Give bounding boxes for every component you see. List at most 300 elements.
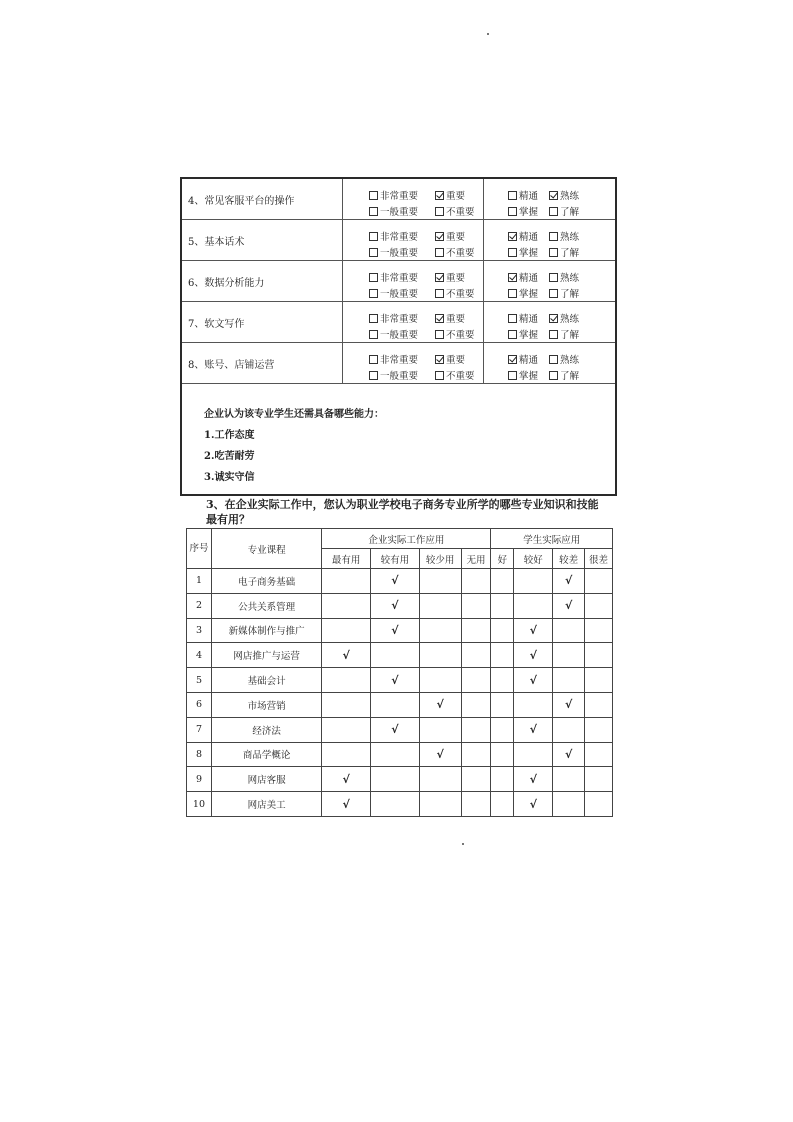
checkbox-icon[interactable] <box>508 330 517 339</box>
work-usage-cell[interactable] <box>371 767 420 792</box>
checkbox-icon[interactable] <box>369 232 378 241</box>
student-usage-cell[interactable] <box>491 792 514 817</box>
work-usage-cell[interactable] <box>322 717 371 742</box>
importance-option[interactable] <box>369 327 418 341</box>
check-mark-icon: √ <box>564 574 573 588</box>
question-3: 3、在企业实际工作中，您认为职业学校电子商务专业所学的哪些专业知识和技能最有用？ <box>206 498 599 526</box>
proficiency-option[interactable] <box>549 204 579 218</box>
work-usage-cell[interactable] <box>419 618 461 643</box>
proficiency-option[interactable] <box>549 311 579 325</box>
checkbox-icon[interactable] <box>549 371 558 380</box>
importance-option[interactable] <box>435 270 465 284</box>
work-usage-cell[interactable] <box>461 569 491 594</box>
proficiency-option[interactable] <box>549 286 579 300</box>
skill-label <box>188 356 274 371</box>
check-mark-icon: √ <box>436 747 444 761</box>
proficiency-option[interactable] <box>549 229 579 243</box>
checkbox-icon[interactable] <box>508 371 517 380</box>
skill-name: 账号、店铺运营 <box>204 360 275 371</box>
check-mark-icon: √ <box>342 648 350 662</box>
proficiency-option-label: 掌握 <box>519 371 539 382</box>
row-number: 5 <box>187 668 212 693</box>
importance-option[interactable] <box>369 270 418 284</box>
importance-option[interactable] <box>435 327 475 341</box>
student-usage-cell[interactable] <box>491 618 514 643</box>
work-usage-cell[interactable] <box>322 569 371 594</box>
student-usage-cell[interactable] <box>514 618 553 643</box>
proficiency-option-label: 熟练 <box>560 232 580 243</box>
proficiency-option-label: 熟练 <box>560 191 580 202</box>
student-usage-cell[interactable] <box>553 618 585 643</box>
table-row <box>187 717 613 742</box>
checkbox-icon[interactable] <box>508 248 517 257</box>
checkbox-icon[interactable] <box>369 191 378 200</box>
checkbox-icon[interactable] <box>369 248 378 257</box>
work-usage-cell[interactable] <box>371 643 420 668</box>
work-usage-cell[interactable] <box>419 668 461 693</box>
course-name: 电子商务基础 <box>211 569 321 594</box>
student-usage-cell[interactable] <box>514 692 553 717</box>
checked-box-icon[interactable] <box>508 232 517 241</box>
row-number: 7 <box>187 717 212 742</box>
work-usage-cell[interactable] <box>419 692 461 717</box>
work-usage-cell[interactable] <box>461 742 491 767</box>
checkbox-icon[interactable] <box>369 289 378 298</box>
student-usage-cell[interactable] <box>514 668 553 693</box>
student-usage-cell[interactable] <box>585 593 613 618</box>
student-usage-header: 学生实际应用 <box>491 529 613 549</box>
student-usage-cell[interactable] <box>514 742 553 767</box>
importance-option-label: 非常重要 <box>380 232 419 243</box>
check-mark-icon: √ <box>529 673 537 687</box>
student-usage-cell[interactable] <box>553 717 585 742</box>
table-row <box>187 767 613 792</box>
table-row <box>187 569 613 594</box>
importance-option[interactable] <box>369 245 418 259</box>
course-name: 基础会计 <box>211 668 321 693</box>
student-usage-cell[interactable] <box>491 717 514 742</box>
table-row <box>187 618 613 643</box>
checkbox-icon[interactable] <box>435 207 444 216</box>
column-divider <box>483 261 484 301</box>
importance-option-label: 不重要 <box>446 371 475 382</box>
student-usage-column-header: 好 <box>491 549 514 569</box>
student-usage-cell[interactable] <box>585 618 613 643</box>
work-usage-cell[interactable] <box>371 593 420 618</box>
work-usage-cell[interactable] <box>371 569 420 594</box>
proficiency-option-label: 掌握 <box>519 330 539 341</box>
work-usage-cell[interactable] <box>461 668 491 693</box>
checkbox-icon[interactable] <box>549 273 558 282</box>
skill-name: 数据分析能力 <box>204 278 265 289</box>
proficiency-option[interactable] <box>508 286 538 300</box>
checkbox-icon[interactable] <box>549 248 558 257</box>
skill-number: 4、 <box>188 196 205 207</box>
work-usage-column-header: 较有用 <box>371 549 420 569</box>
student-usage-cell[interactable] <box>585 742 613 767</box>
row-number: 6 <box>187 692 212 717</box>
proficiency-option[interactable] <box>508 245 538 259</box>
proficiency-option[interactable] <box>508 368 538 382</box>
work-usage-cell[interactable] <box>419 742 461 767</box>
work-usage-cell[interactable] <box>461 692 491 717</box>
student-usage-cell[interactable] <box>585 717 613 742</box>
checked-box-icon[interactable] <box>435 314 444 323</box>
student-usage-cell[interactable] <box>491 569 514 594</box>
work-usage-cell[interactable] <box>322 792 371 817</box>
proficiency-option-label: 熟练 <box>560 314 580 325</box>
importance-option[interactable] <box>369 368 418 382</box>
importance-option-label: 重要 <box>446 232 466 243</box>
work-usage-cell[interactable] <box>419 792 461 817</box>
skill-number: 8、 <box>188 360 205 371</box>
student-usage-column-header: 较差 <box>553 549 585 569</box>
work-usage-cell[interactable] <box>419 643 461 668</box>
checked-box-icon[interactable] <box>508 273 517 282</box>
check-mark-icon: √ <box>342 772 350 786</box>
course-usefulness-table <box>186 528 613 817</box>
column-divider <box>342 220 343 260</box>
course-name: 经济法 <box>211 717 321 742</box>
student-usage-cell[interactable] <box>514 643 553 668</box>
checked-box-icon[interactable] <box>435 355 444 364</box>
proficiency-option-label: 熟练 <box>560 355 580 366</box>
student-usage-cell[interactable] <box>491 767 514 792</box>
student-usage-cell[interactable] <box>585 643 613 668</box>
proficiency-option[interactable] <box>549 188 579 202</box>
importance-option-label: 重要 <box>446 314 466 325</box>
checked-box-icon[interactable] <box>549 314 558 323</box>
importance-option-label: 不重要 <box>446 289 475 300</box>
checkbox-icon[interactable] <box>369 355 378 364</box>
importance-option-label: 一般重要 <box>380 330 419 341</box>
work-usage-column-header: 较少用 <box>419 549 461 569</box>
importance-option[interactable] <box>369 311 418 325</box>
proficiency-option-label: 精通 <box>519 273 539 284</box>
checkbox-icon[interactable] <box>549 330 558 339</box>
importance-option-label: 重要 <box>446 273 466 284</box>
importance-option-label: 一般重要 <box>380 248 419 259</box>
student-usage-cell[interactable] <box>491 668 514 693</box>
importance-option-label: 非常重要 <box>380 273 419 284</box>
work-usage-cell[interactable] <box>322 618 371 643</box>
work-usage-cell[interactable] <box>461 717 491 742</box>
skill-row <box>182 261 615 302</box>
work-usage-cell[interactable] <box>322 742 371 767</box>
check-mark-icon: √ <box>391 623 399 637</box>
work-usage-column-header: 无用 <box>461 549 491 569</box>
proficiency-option[interactable] <box>508 270 538 284</box>
column-divider <box>483 302 484 342</box>
student-usage-cell[interactable] <box>585 569 613 594</box>
column-divider <box>483 220 484 260</box>
checkbox-icon[interactable] <box>369 314 378 323</box>
student-usage-cell[interactable] <box>514 767 553 792</box>
course-name: 商品学概论 <box>211 742 321 767</box>
checkbox-icon[interactable] <box>549 232 558 241</box>
skill-row <box>182 220 615 261</box>
work-usage-cell[interactable] <box>419 717 461 742</box>
check-mark-icon: √ <box>391 673 399 687</box>
course-name: 公共关系管理 <box>211 593 321 618</box>
work-usage-cell[interactable] <box>461 767 491 792</box>
student-usage-cell[interactable] <box>514 792 553 817</box>
importance-option[interactable] <box>435 352 465 366</box>
row-number: 9 <box>187 767 212 792</box>
proficiency-option[interactable] <box>508 188 538 202</box>
work-usage-cell[interactable] <box>419 569 461 594</box>
column-divider <box>483 179 484 219</box>
skill-label <box>188 192 294 207</box>
importance-option[interactable] <box>369 352 418 366</box>
work-usage-cell[interactable] <box>371 792 420 817</box>
student-usage-cell[interactable] <box>553 792 585 817</box>
importance-option[interactable] <box>435 245 475 259</box>
proficiency-option-label: 掌握 <box>519 289 539 300</box>
proficiency-option[interactable] <box>508 311 538 325</box>
student-usage-cell[interactable] <box>491 643 514 668</box>
skill-name: 基本话术 <box>204 237 245 248</box>
student-usage-cell[interactable] <box>585 792 613 817</box>
checkbox-icon[interactable] <box>369 330 378 339</box>
student-usage-cell[interactable] <box>491 742 514 767</box>
importance-option-label: 一般重要 <box>380 371 419 382</box>
table-row <box>187 742 613 767</box>
work-usage-cell[interactable] <box>461 643 491 668</box>
student-usage-cell[interactable] <box>553 692 585 717</box>
proficiency-option[interactable] <box>549 352 579 366</box>
student-usage-cell[interactable] <box>553 643 585 668</box>
importance-option-label: 非常重要 <box>380 314 419 325</box>
check-mark-icon: √ <box>342 797 350 811</box>
checkbox-icon[interactable] <box>369 273 378 282</box>
skill-number: 6、 <box>188 278 205 289</box>
work-usage-cell[interactable] <box>322 668 371 693</box>
work-usage-cell[interactable] <box>322 593 371 618</box>
column-divider <box>342 343 343 383</box>
check-mark-icon: √ <box>564 599 573 613</box>
checkbox-icon[interactable] <box>508 207 517 216</box>
importance-option[interactable] <box>369 204 418 218</box>
student-usage-cell[interactable] <box>553 668 585 693</box>
check-mark-icon: √ <box>529 797 537 811</box>
student-usage-column-header: 很差 <box>585 549 613 569</box>
row-number: 10 <box>187 792 212 817</box>
student-usage-cell[interactable] <box>553 569 585 594</box>
student-usage-cell[interactable] <box>585 767 613 792</box>
checkbox-icon[interactable] <box>508 191 517 200</box>
checkbox-icon[interactable] <box>435 248 444 257</box>
checkbox-icon[interactable] <box>508 314 517 323</box>
checkbox-icon[interactable] <box>369 207 378 216</box>
column-divider <box>342 179 343 219</box>
proficiency-option-label: 了解 <box>560 207 580 218</box>
proficiency-option-label: 了解 <box>560 248 580 259</box>
scan-speck-top <box>487 33 489 35</box>
work-usage-cell[interactable] <box>371 618 420 643</box>
proficiency-option[interactable] <box>508 229 538 243</box>
check-mark-icon: √ <box>436 698 444 712</box>
column-divider <box>342 261 343 301</box>
proficiency-option-label: 熟练 <box>560 273 580 284</box>
proficiency-option[interactable] <box>508 327 538 341</box>
check-mark-icon: √ <box>391 599 399 613</box>
checked-box-icon[interactable] <box>435 273 444 282</box>
proficiency-option-label: 精通 <box>519 191 539 202</box>
proficiency-option[interactable] <box>549 368 579 382</box>
work-usage-cell[interactable] <box>322 643 371 668</box>
work-usage-cell[interactable] <box>371 692 420 717</box>
course-name: 网店推广与运营 <box>211 643 321 668</box>
check-mark-icon: √ <box>564 698 573 712</box>
student-usage-cell[interactable] <box>585 692 613 717</box>
importance-option-label: 非常重要 <box>380 355 419 366</box>
table-row <box>187 668 613 693</box>
proficiency-option[interactable] <box>508 204 538 218</box>
student-usage-cell[interactable] <box>514 569 553 594</box>
course-name: 网店美工 <box>211 792 321 817</box>
student-usage-cell[interactable] <box>491 593 514 618</box>
proficiency-option-label: 了解 <box>560 330 580 341</box>
skill-label <box>188 233 244 248</box>
table-row <box>187 792 613 817</box>
checkbox-icon[interactable] <box>549 207 558 216</box>
checkbox-icon[interactable] <box>549 355 558 364</box>
student-usage-cell[interactable] <box>491 692 514 717</box>
row-number: 3 <box>187 618 212 643</box>
work-usage-cell[interactable] <box>419 593 461 618</box>
student-usage-cell[interactable] <box>514 593 553 618</box>
work-usage-cell[interactable] <box>371 742 420 767</box>
importance-option[interactable] <box>435 229 465 243</box>
row-number: 8 <box>187 742 212 767</box>
check-mark-icon: √ <box>529 623 537 637</box>
importance-option[interactable] <box>435 286 475 300</box>
importance-option[interactable] <box>435 311 465 325</box>
proficiency-option-label: 精通 <box>519 355 539 366</box>
table-row <box>187 692 613 717</box>
check-mark-icon: √ <box>529 648 537 662</box>
importance-option-label: 不重要 <box>446 248 475 259</box>
required-abilities <box>204 405 384 489</box>
importance-option[interactable] <box>369 229 418 243</box>
row-number: 4 <box>187 643 212 668</box>
work-usage-cell[interactable] <box>371 668 420 693</box>
scan-speck-bottom <box>462 843 464 845</box>
importance-option[interactable] <box>369 286 418 300</box>
proficiency-option[interactable] <box>549 327 579 341</box>
work-usage-header: 企业实际工作应用 <box>322 529 491 549</box>
work-usage-cell[interactable] <box>371 717 420 742</box>
abilities-title: 企业认为该专业学生还需具备哪些能力： <box>204 409 384 420</box>
work-usage-cell[interactable] <box>322 767 371 792</box>
checkbox-icon[interactable] <box>369 371 378 380</box>
seq-header: 序号 <box>187 529 212 569</box>
student-usage-cell[interactable] <box>553 767 585 792</box>
importance-option-label: 重要 <box>446 191 466 202</box>
ability-item: 2.吃苦耐劳 <box>204 451 255 462</box>
importance-option-label: 非常重要 <box>380 191 419 202</box>
importance-option[interactable] <box>435 368 475 382</box>
proficiency-option[interactable] <box>549 245 579 259</box>
skill-name: 软文写作 <box>204 319 245 330</box>
table-row <box>187 593 613 618</box>
checkbox-icon[interactable] <box>435 330 444 339</box>
check-mark-icon: √ <box>529 723 537 737</box>
course-name: 网店客服 <box>211 767 321 792</box>
importance-option[interactable] <box>435 188 465 202</box>
checkbox-icon[interactable] <box>549 289 558 298</box>
proficiency-option-label: 精通 <box>519 314 539 325</box>
proficiency-option-label: 精通 <box>519 232 539 243</box>
row-number: 2 <box>187 593 212 618</box>
work-usage-cell[interactable] <box>461 792 491 817</box>
check-mark-icon: √ <box>391 723 399 737</box>
skill-assessment-block <box>180 177 617 496</box>
student-usage-cell[interactable] <box>514 717 553 742</box>
work-usage-cell[interactable] <box>461 618 491 643</box>
skill-number: 7、 <box>188 319 205 330</box>
checkbox-icon[interactable] <box>508 289 517 298</box>
work-usage-cell[interactable] <box>322 692 371 717</box>
check-mark-icon: √ <box>391 574 399 588</box>
student-usage-column-header: 较好 <box>514 549 553 569</box>
column-divider <box>483 343 484 383</box>
course-name: 新媒体制作与推广 <box>211 618 321 643</box>
importance-option-label: 不重要 <box>446 330 475 341</box>
table-row <box>187 643 613 668</box>
skill-label <box>188 274 264 289</box>
course-name: 市场营销 <box>211 692 321 717</box>
proficiency-option-label: 掌握 <box>519 248 539 259</box>
student-usage-cell[interactable] <box>553 593 585 618</box>
checked-box-icon[interactable] <box>435 191 444 200</box>
importance-option[interactable] <box>369 188 418 202</box>
importance-option-label: 一般重要 <box>380 207 419 218</box>
student-usage-cell[interactable] <box>585 668 613 693</box>
skill-name: 常见客服平台的操作 <box>204 196 295 207</box>
check-mark-icon: √ <box>529 772 537 786</box>
work-usage-cell[interactable] <box>461 593 491 618</box>
student-usage-cell[interactable] <box>553 742 585 767</box>
work-usage-cell[interactable] <box>419 767 461 792</box>
skill-row <box>182 302 615 343</box>
importance-option-label: 一般重要 <box>380 289 419 300</box>
course-header: 专业课程 <box>211 529 321 569</box>
skill-label <box>188 315 244 330</box>
proficiency-option-label: 了解 <box>560 371 580 382</box>
importance-option[interactable] <box>435 204 475 218</box>
checked-box-icon[interactable] <box>508 355 517 364</box>
checkbox-icon[interactable] <box>435 371 444 380</box>
proficiency-option-label: 了解 <box>560 289 580 300</box>
work-usage-column-header: 最有用 <box>322 549 371 569</box>
row-number: 1 <box>187 569 212 594</box>
importance-option-label: 重要 <box>446 355 466 366</box>
column-divider <box>342 302 343 342</box>
proficiency-option[interactable] <box>549 270 579 284</box>
checkbox-icon[interactable] <box>435 289 444 298</box>
ability-item: 1.工作态度 <box>204 430 255 441</box>
ability-item: 3.诚实守信 <box>204 472 255 483</box>
importance-option-label: 不重要 <box>446 207 475 218</box>
checked-box-icon[interactable] <box>435 232 444 241</box>
proficiency-option[interactable] <box>508 352 538 366</box>
skill-number: 5、 <box>188 237 205 248</box>
skill-row <box>182 343 615 384</box>
checked-box-icon[interactable] <box>549 191 558 200</box>
proficiency-option-label: 掌握 <box>519 207 539 218</box>
